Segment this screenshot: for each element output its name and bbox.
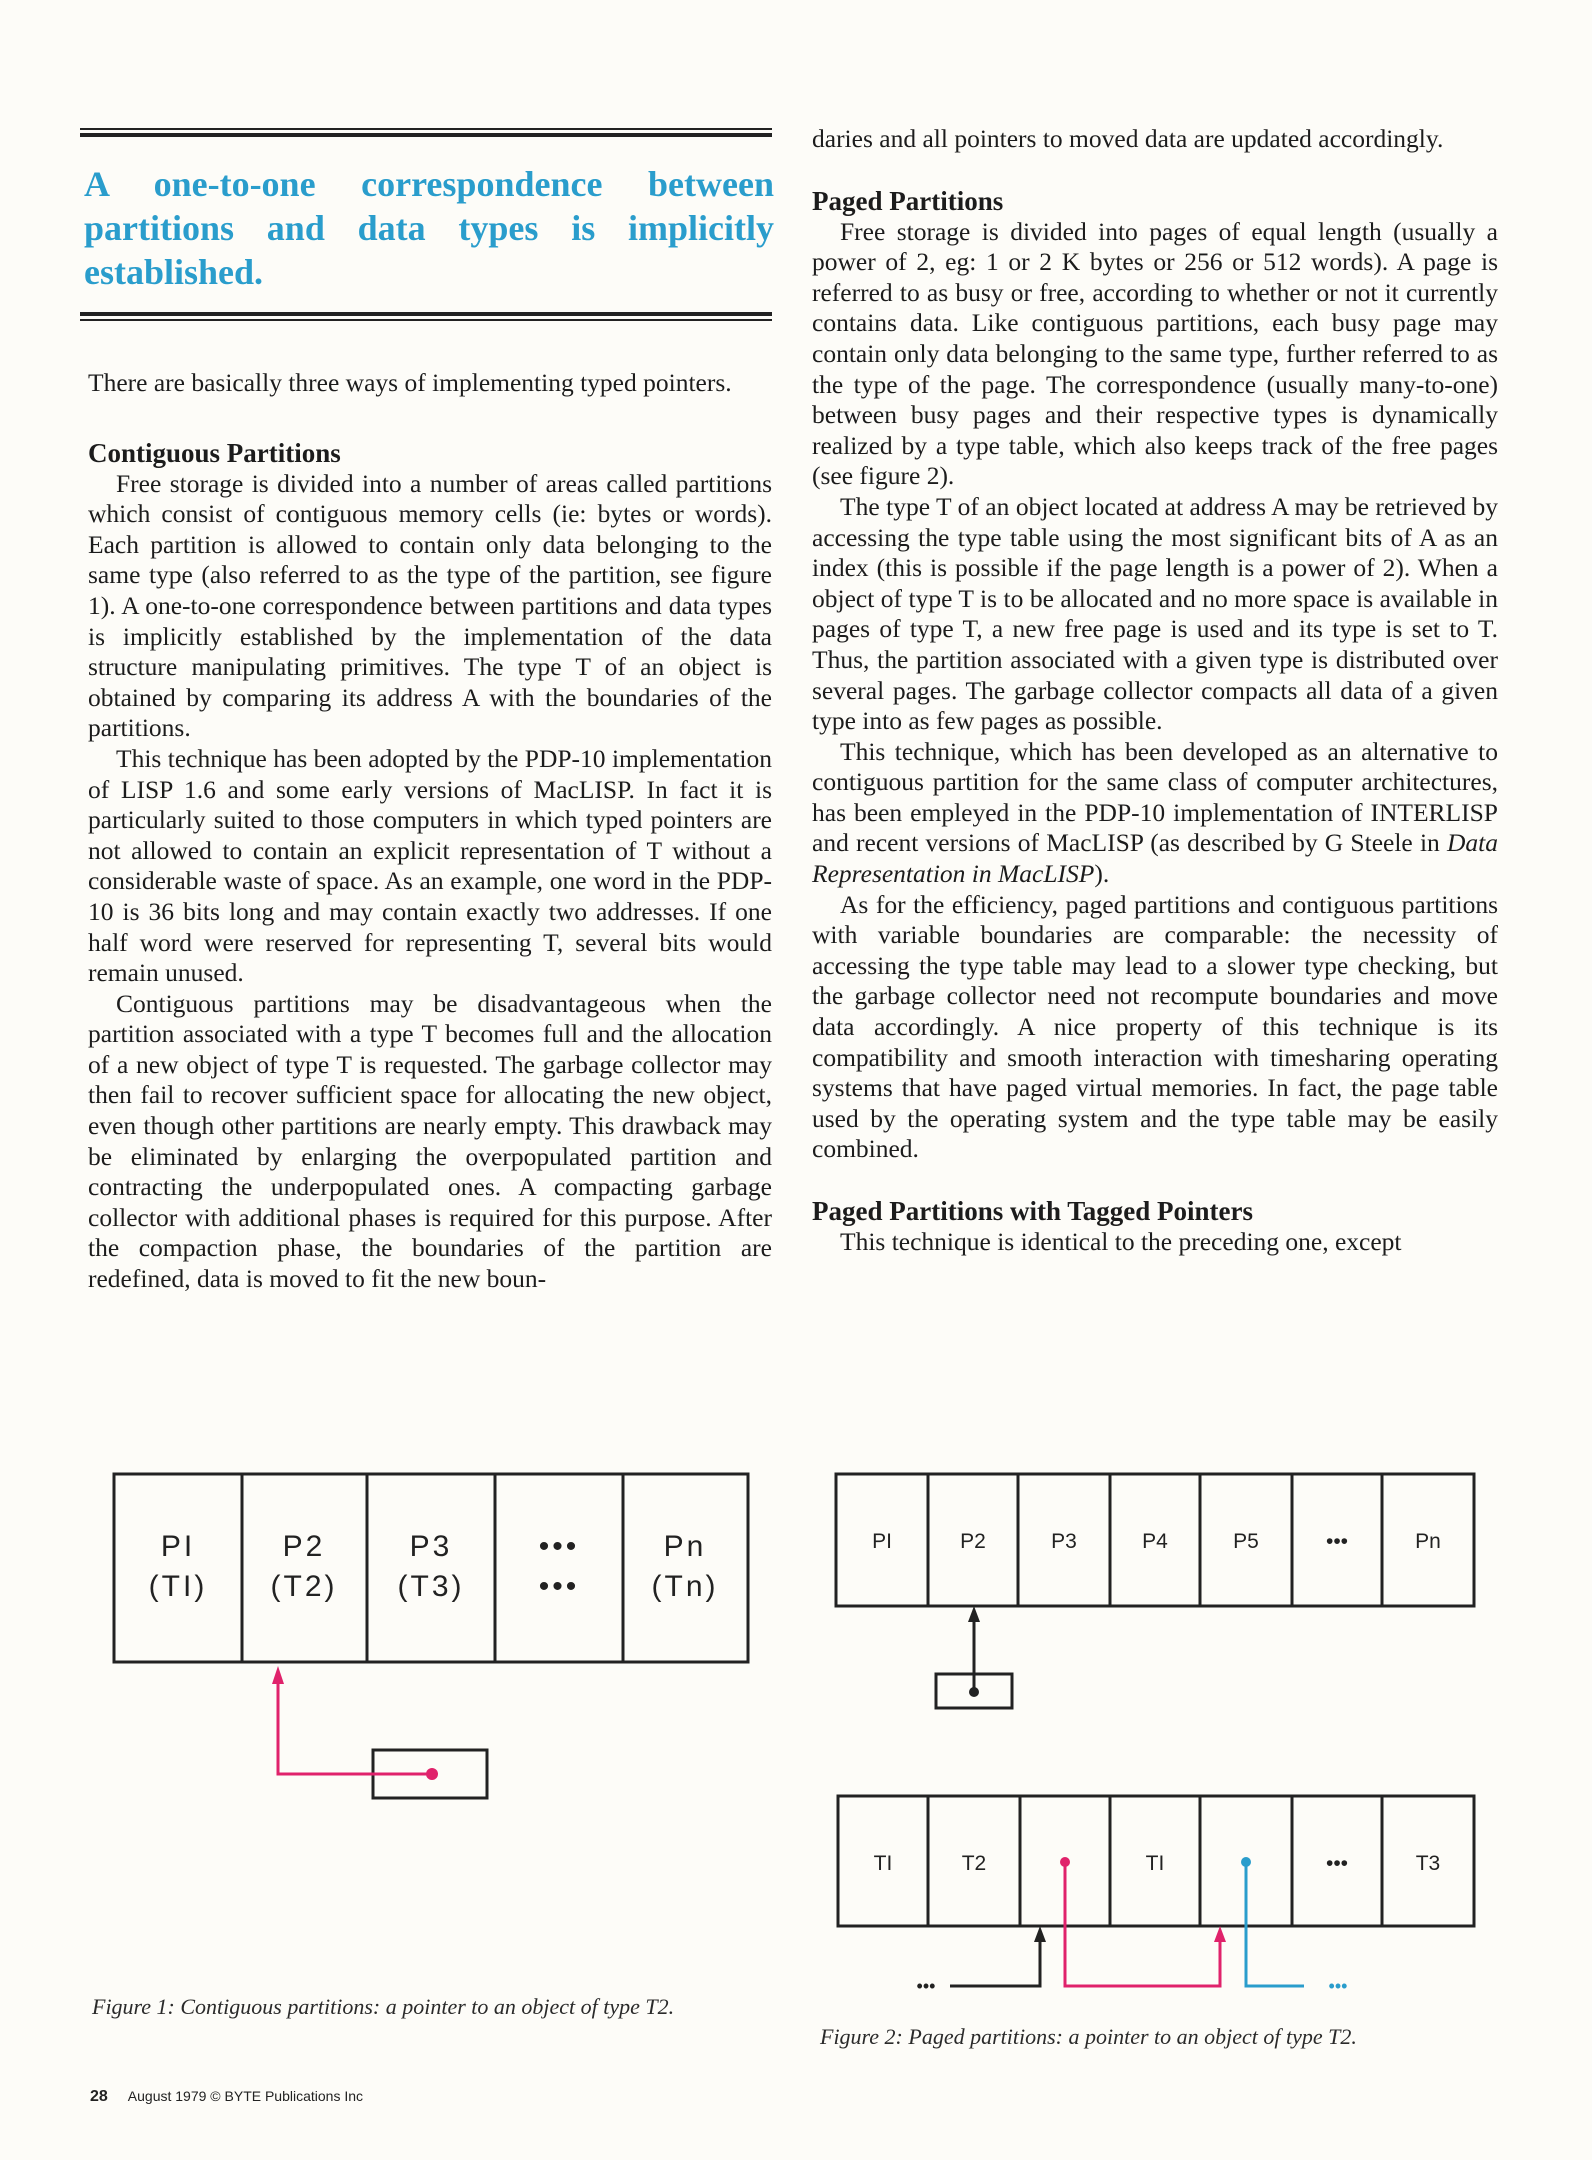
pointer-dot <box>969 1687 979 1697</box>
paragraph: Contiguous partitions may be disadvantageous when the partition associated with a type T becomes full and the allocation of a new object of type T is requested. The garbage collector may then fail to recover sufficient space for allocating the new object, even though other partitions are nearly empty. This drawback may be eliminated by enlarging the overpopulated partition and contracting the underpopulated ones. A compacting garbage collector with additional phases is required for this purpose. After the compaction phase, the boundaries of the partition are redefined, data is moved to fit the new boun- <box>88 988 772 1294</box>
figure-2-caption: Figure 2: Paged partitions: a pointer to an object of type T2. <box>820 2024 1357 2049</box>
paragraph <box>812 737 1498 890</box>
heading-paged-tagged: Paged Partitions with Tagged Pointers <box>812 1196 1254 1226</box>
page-label: Pn <box>1415 1530 1441 1553</box>
pullquote-top-rule <box>80 128 772 137</box>
heading-contiguous-partitions: Contiguous Partitions <box>88 437 341 468</box>
type-label: TI <box>1145 1852 1165 1875</box>
partition-type: (T3) <box>397 1570 465 1603</box>
paragraph: This technique has been adopted by the PDP-10 implementation of LISP 1.6 and some early versions of MacLISP. In fact it is particularly suited to those computers in which typed pointers are not allowed to contain an explicit representation of T without a considerable waste of space. As an example, one word in the PDP-10 is 36 bits long and may contain exactly two addresses. If one half word were reserved for representing T, several bits would remain unused. <box>88 743 772 988</box>
pullquote-bottom-rule <box>80 312 772 321</box>
page-number: 28 <box>90 2088 108 2105</box>
partition-type: (Tn) <box>651 1570 719 1603</box>
type-label: ••• <box>1325 1852 1349 1875</box>
ellipsis-left: ••• <box>916 1976 936 1996</box>
partition-label: P2 <box>282 1530 326 1563</box>
pointer-line <box>278 1682 432 1774</box>
paragraph: The type T of an object located at address A may be retrieved by accessing the type table using the most significant bits of A as an index (this is possible if the page length is a power of 2). When a object of type T is to be allocated and no more space is available in pages of type T, a new free page is used and its type is set to T. Thus, the partition associated with a given type is distributed over several pages. The garbage collector compacts all data of a given type into as few pages as possible. <box>812 491 1498 736</box>
continuation-paragraph: daries and all pointers to moved data are updated accordingly. <box>812 124 1444 153</box>
partition-label: Pn <box>663 1530 707 1563</box>
page-label: P3 <box>1051 1530 1077 1553</box>
heading-paged-partitions: Paged Partitions <box>812 185 1004 216</box>
arrowhead-icon <box>1034 1926 1046 1942</box>
text-run: This technique, which has been developed as an alternative to contiguous partition for the same class of computer architectures, has been empleyed in the PDP-10 implementation of INTERLISP and recent versions of MacLISP (as described by G Steele in <box>812 736 1498 858</box>
page-label: ••• <box>1325 1530 1349 1553</box>
text-run: ). <box>1094 859 1110 889</box>
page-label: P4 <box>1142 1530 1168 1553</box>
ellipsis-right: ••• <box>1328 1976 1348 1996</box>
page-label: PI <box>872 1530 892 1553</box>
left-column <box>88 368 772 1295</box>
chain-line-red <box>1065 1862 1220 1986</box>
paragraph: As for the efficiency, paged partitions and contiguous partitions with variable boundaries are comparable: the necessity of accessing the type table may lead to a slower type checking, but the garbage collector need not recompute boundaries and move data accordingly. A nice property of this technique is its compatibility and smooth interaction with timesharing operating systems that have paged virtual memories. In fact, the page table used by the operating system and the type table may be easily combined. <box>812 889 1498 1164</box>
page-label: P5 <box>1233 1530 1259 1553</box>
pull-quote: A one-to-one correspondence between partitions and data types is implicitly established. <box>84 164 774 292</box>
figure-1-diagram <box>100 1460 760 1810</box>
page-label: P2 <box>960 1530 986 1553</box>
arrowhead-icon <box>272 1666 284 1684</box>
paragraph: Free storage is divided into a number of areas called partitions which consist of contiguous memory cells (ie: bytes or words). Each partition is allowed to contain only data belonging to the same type (also referred to as the type of the partition, see figure 1). A one-to-one correspondence between partitions and data types is implicitly established by the implementation of the data structure manipulating primitives. The type T of an object is obtained by comparing its address A with the boundaries of the partitions. <box>88 468 772 743</box>
arrowhead-icon <box>968 1606 980 1622</box>
publication-credit: August 1979 © BYTE Publications Inc <box>127 2088 364 2104</box>
partition-type: ••• <box>538 1570 580 1603</box>
chain-dot <box>1241 1857 1251 1867</box>
partition-label: PI <box>160 1530 196 1563</box>
pointer-dot <box>426 1768 438 1780</box>
arrowhead-icon <box>1214 1926 1226 1942</box>
paragraph: Free storage is divided into pages of equal length (usually a power of 2, eg: 1 or 2 K bytes or 256 or 512 words). A page is referred to as busy or free, according to whether or not it currently contains data. Like contiguous partitions, each busy page may contain only data belonging to the same type, further referred to as the type of the page. The correspondence (usually many-to-one) between busy pages and their respective types is dynamically realized by a type table, which also keeps track of the free pages (see figure 2). <box>812 216 1498 491</box>
partition-label: ••• <box>538 1530 580 1563</box>
type-label: T2 <box>961 1852 987 1875</box>
right-column <box>812 124 1498 1258</box>
figure-2-diagram <box>830 1460 1490 2020</box>
paragraph: This technique is identical to the preceding one, except <box>840 1227 1402 1256</box>
chain-dot <box>1060 1857 1070 1867</box>
book-title: Data Representation in MacLISP <box>812 828 1498 889</box>
partition-block <box>114 1474 748 1662</box>
chain-line-blue <box>1246 1862 1304 1986</box>
partition-type: (TI) <box>148 1570 208 1603</box>
partition-type: (T2) <box>270 1570 338 1603</box>
figure-1-caption: Figure 1: Contiguous partitions: a pointer to an object of type T2. <box>92 1994 675 2019</box>
page-footer <box>90 2088 363 2106</box>
intro-paragraph: There are basically three ways of implementing typed pointers. <box>88 368 732 397</box>
partition-label: P3 <box>409 1530 453 1563</box>
type-label: T3 <box>1415 1852 1441 1875</box>
type-label: TI <box>873 1852 893 1875</box>
chain-line <box>950 1940 1040 1986</box>
